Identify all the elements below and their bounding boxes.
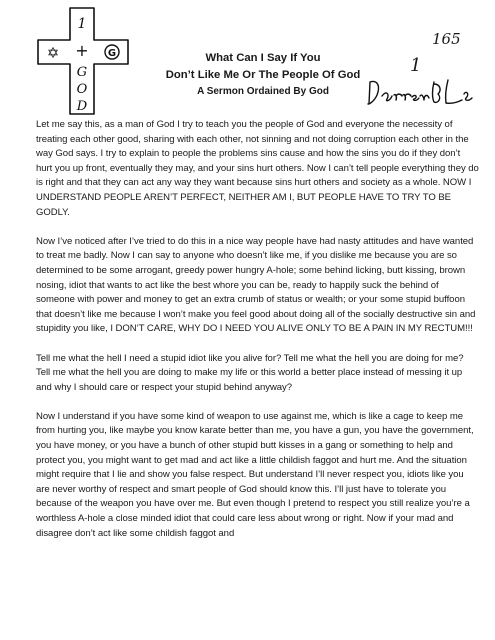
title-line-1: What Can I Say If You	[205, 52, 321, 64]
star-of-david-icon: ✡	[46, 44, 60, 62]
cross-letter-o: O	[76, 82, 88, 97]
subtitle: A Sermon Ordained By God	[197, 86, 329, 97]
paragraph: Let me say this, as a man of God I try to teach you the people of God and everyone the necessity of treating each other good, sharing with each other, not sinning and not doing corruption each other in the way God says. I try to explain to people the problems sins cause and how the sins you do if they don’t hurt you up front, eventually they may, and your sins hurt others. Now I can’t tell people everything they do is right and that they can act any way they want because sins hurt others and society as a whole. NOW I UNDERSTAND PEOPLE AREN’T PERFECT, NEITHER AM I, BUT PEOPLE HAVE TO TRY TO BE GODLY.	[36, 119, 479, 218]
page-number: 1	[410, 55, 422, 76]
paragraph: Now I understand if you have some kind of weapon to use against me, which is like a cage to keep me from hurting you, like maybe you know karate better than me, you have a gun, you have the government, you have money, or you have a bunch of other stupid butt kisses in a gang or something to help and protect you, you might want to get mad and act like a little childish faggot and hurt me. And the situation might require that I lie and show you false respect. But understand I’ll never respect you, idiots like you are never worthy of respect and smart people of God should know this. I’ll just have to tolerate you because of the weapon you have over me. But even though I pretend to respect you still realize you’re a worthless A-hole a close minded idiot that could care less about wrong or right. Now if your mad and disagree don’t act like some childish faggot and	[36, 410, 474, 539]
signature	[366, 76, 474, 110]
paragraph: Tell me what the hell I need a stupid idiot like you alive for? Tell me what the hell you are doing for me? Tell me what the hell you are doing to make my life or this world a better place instead of messing it up and why I should care or respect your stupid behind anyway?	[36, 352, 464, 393]
cross-letter-1: 1	[77, 16, 87, 32]
cross-letter-g: G	[76, 65, 88, 80]
sermon-header	[138, 50, 388, 99]
cross-letter-plus: +	[75, 41, 89, 60]
handwritten-cross	[36, 6, 132, 116]
circled-g-letter: G	[107, 48, 117, 59]
title-line-2: Don’t Like Me Or The People Of God	[165, 69, 361, 81]
sermon-body	[36, 118, 479, 556]
cross-letter-d: D	[76, 99, 88, 114]
paragraph: Now I’ve noticed after I’ve tried to do this in a nice way people have had nasty attitudes and have wanted to treat me badly. Now I can say to anyone who doesn’t like me, if you dislike me because you are so determined to be some arrogant, greedy power hungry A-hole; some behind licking, butt kissing, brown nosing, idiot that wants to act like the best whore you can be, ready to happily suck the behind of someone with power and money to get an extra crumb of status or wealth; or your some stupid buffoon that doesn’t like me because I won’t make you feel good about doing all of the socially destructive sin and stupidity you like, I DON’T CARE, WHY DO I NEED YOU ALIVE ONLY TO BE A PAIN IN MY RECTUM!!!	[36, 235, 476, 335]
handwritten-number: 165	[432, 30, 461, 48]
